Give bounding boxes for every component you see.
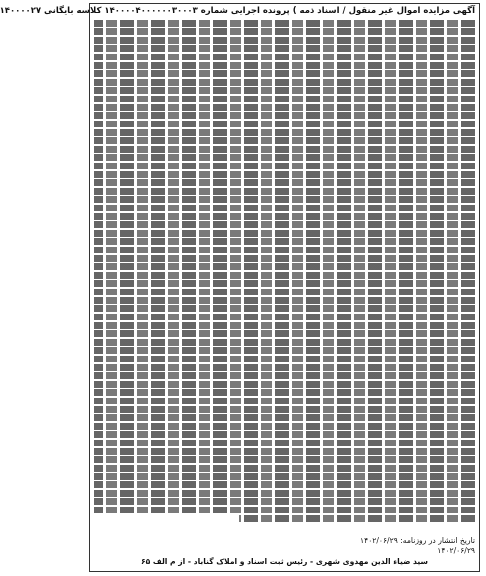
text-line (94, 490, 475, 497)
legal-notice (0, 3, 480, 572)
text-line (94, 398, 475, 405)
text-line (94, 129, 475, 136)
text-line (94, 213, 475, 220)
signature: سید ضیاء الدین مهدوی شهری - رئیس ثبت اسناد و املاک گناباد - از م الف ۶۵ (140, 557, 429, 566)
text-line (239, 515, 475, 522)
text-line (94, 314, 475, 321)
text-line (94, 163, 475, 170)
text-line (94, 414, 475, 421)
text-line (94, 104, 475, 111)
text-line (94, 146, 475, 153)
text-line (94, 406, 475, 413)
publish-date-2: ۱۴۰۲/۰۶/۲۹ (437, 546, 475, 555)
notice-body (94, 20, 475, 525)
text-line (94, 96, 475, 103)
text-line (94, 188, 475, 195)
text-line (94, 255, 475, 262)
publish-date: تاریخ انتشار در روزنامه: ۱۴۰۲/۰۶/۲۹ (360, 536, 475, 545)
text-line (94, 389, 475, 396)
text-line (94, 62, 475, 69)
text-line (94, 330, 475, 337)
text-line (94, 356, 475, 363)
text-line (94, 247, 475, 254)
text-line (94, 221, 475, 228)
text-line (94, 230, 475, 237)
text-line (94, 423, 475, 430)
text-line (94, 154, 475, 161)
text-line (94, 121, 475, 128)
text-line (94, 272, 475, 279)
text-line (94, 507, 475, 514)
text-line (94, 70, 475, 77)
text-line (94, 28, 475, 35)
text-line (94, 339, 475, 346)
text-line (94, 440, 475, 447)
text-line (94, 45, 475, 52)
text-line (94, 465, 475, 472)
text-line (94, 364, 475, 371)
text-line (94, 263, 475, 270)
text-line (94, 498, 475, 505)
text-line (94, 372, 475, 379)
text-line (94, 280, 475, 287)
text-line (94, 431, 475, 438)
text-line (94, 196, 475, 203)
text-line (94, 205, 475, 212)
text-line (94, 456, 475, 463)
text-line (94, 112, 475, 119)
text-line (94, 20, 475, 27)
text-line (94, 87, 475, 94)
text-line (94, 37, 475, 44)
text-line (94, 305, 475, 312)
text-line (94, 238, 475, 245)
text-line (94, 347, 475, 354)
text-line (94, 289, 475, 296)
text-line (94, 297, 475, 304)
text-line (94, 137, 475, 144)
notice-footer (94, 536, 475, 567)
text-line (94, 171, 475, 178)
notice-title: آگهی مزایده اموال غیر منقول / اسناد ذمه ) پرونده اجرایی شماره ۱۴۰۰۰۰۴۰۰۰۰۰۰۳۰۰۰۳ کلاسه بایگانی ۱۴۰۰۰۰۲۷ (0, 6, 475, 16)
text-line (94, 179, 475, 186)
text-line (94, 481, 475, 488)
text-line (94, 54, 475, 61)
text-line (94, 322, 475, 329)
text-line (94, 79, 475, 86)
text-line (94, 473, 475, 480)
text-line (94, 381, 475, 388)
text-line (94, 448, 475, 455)
